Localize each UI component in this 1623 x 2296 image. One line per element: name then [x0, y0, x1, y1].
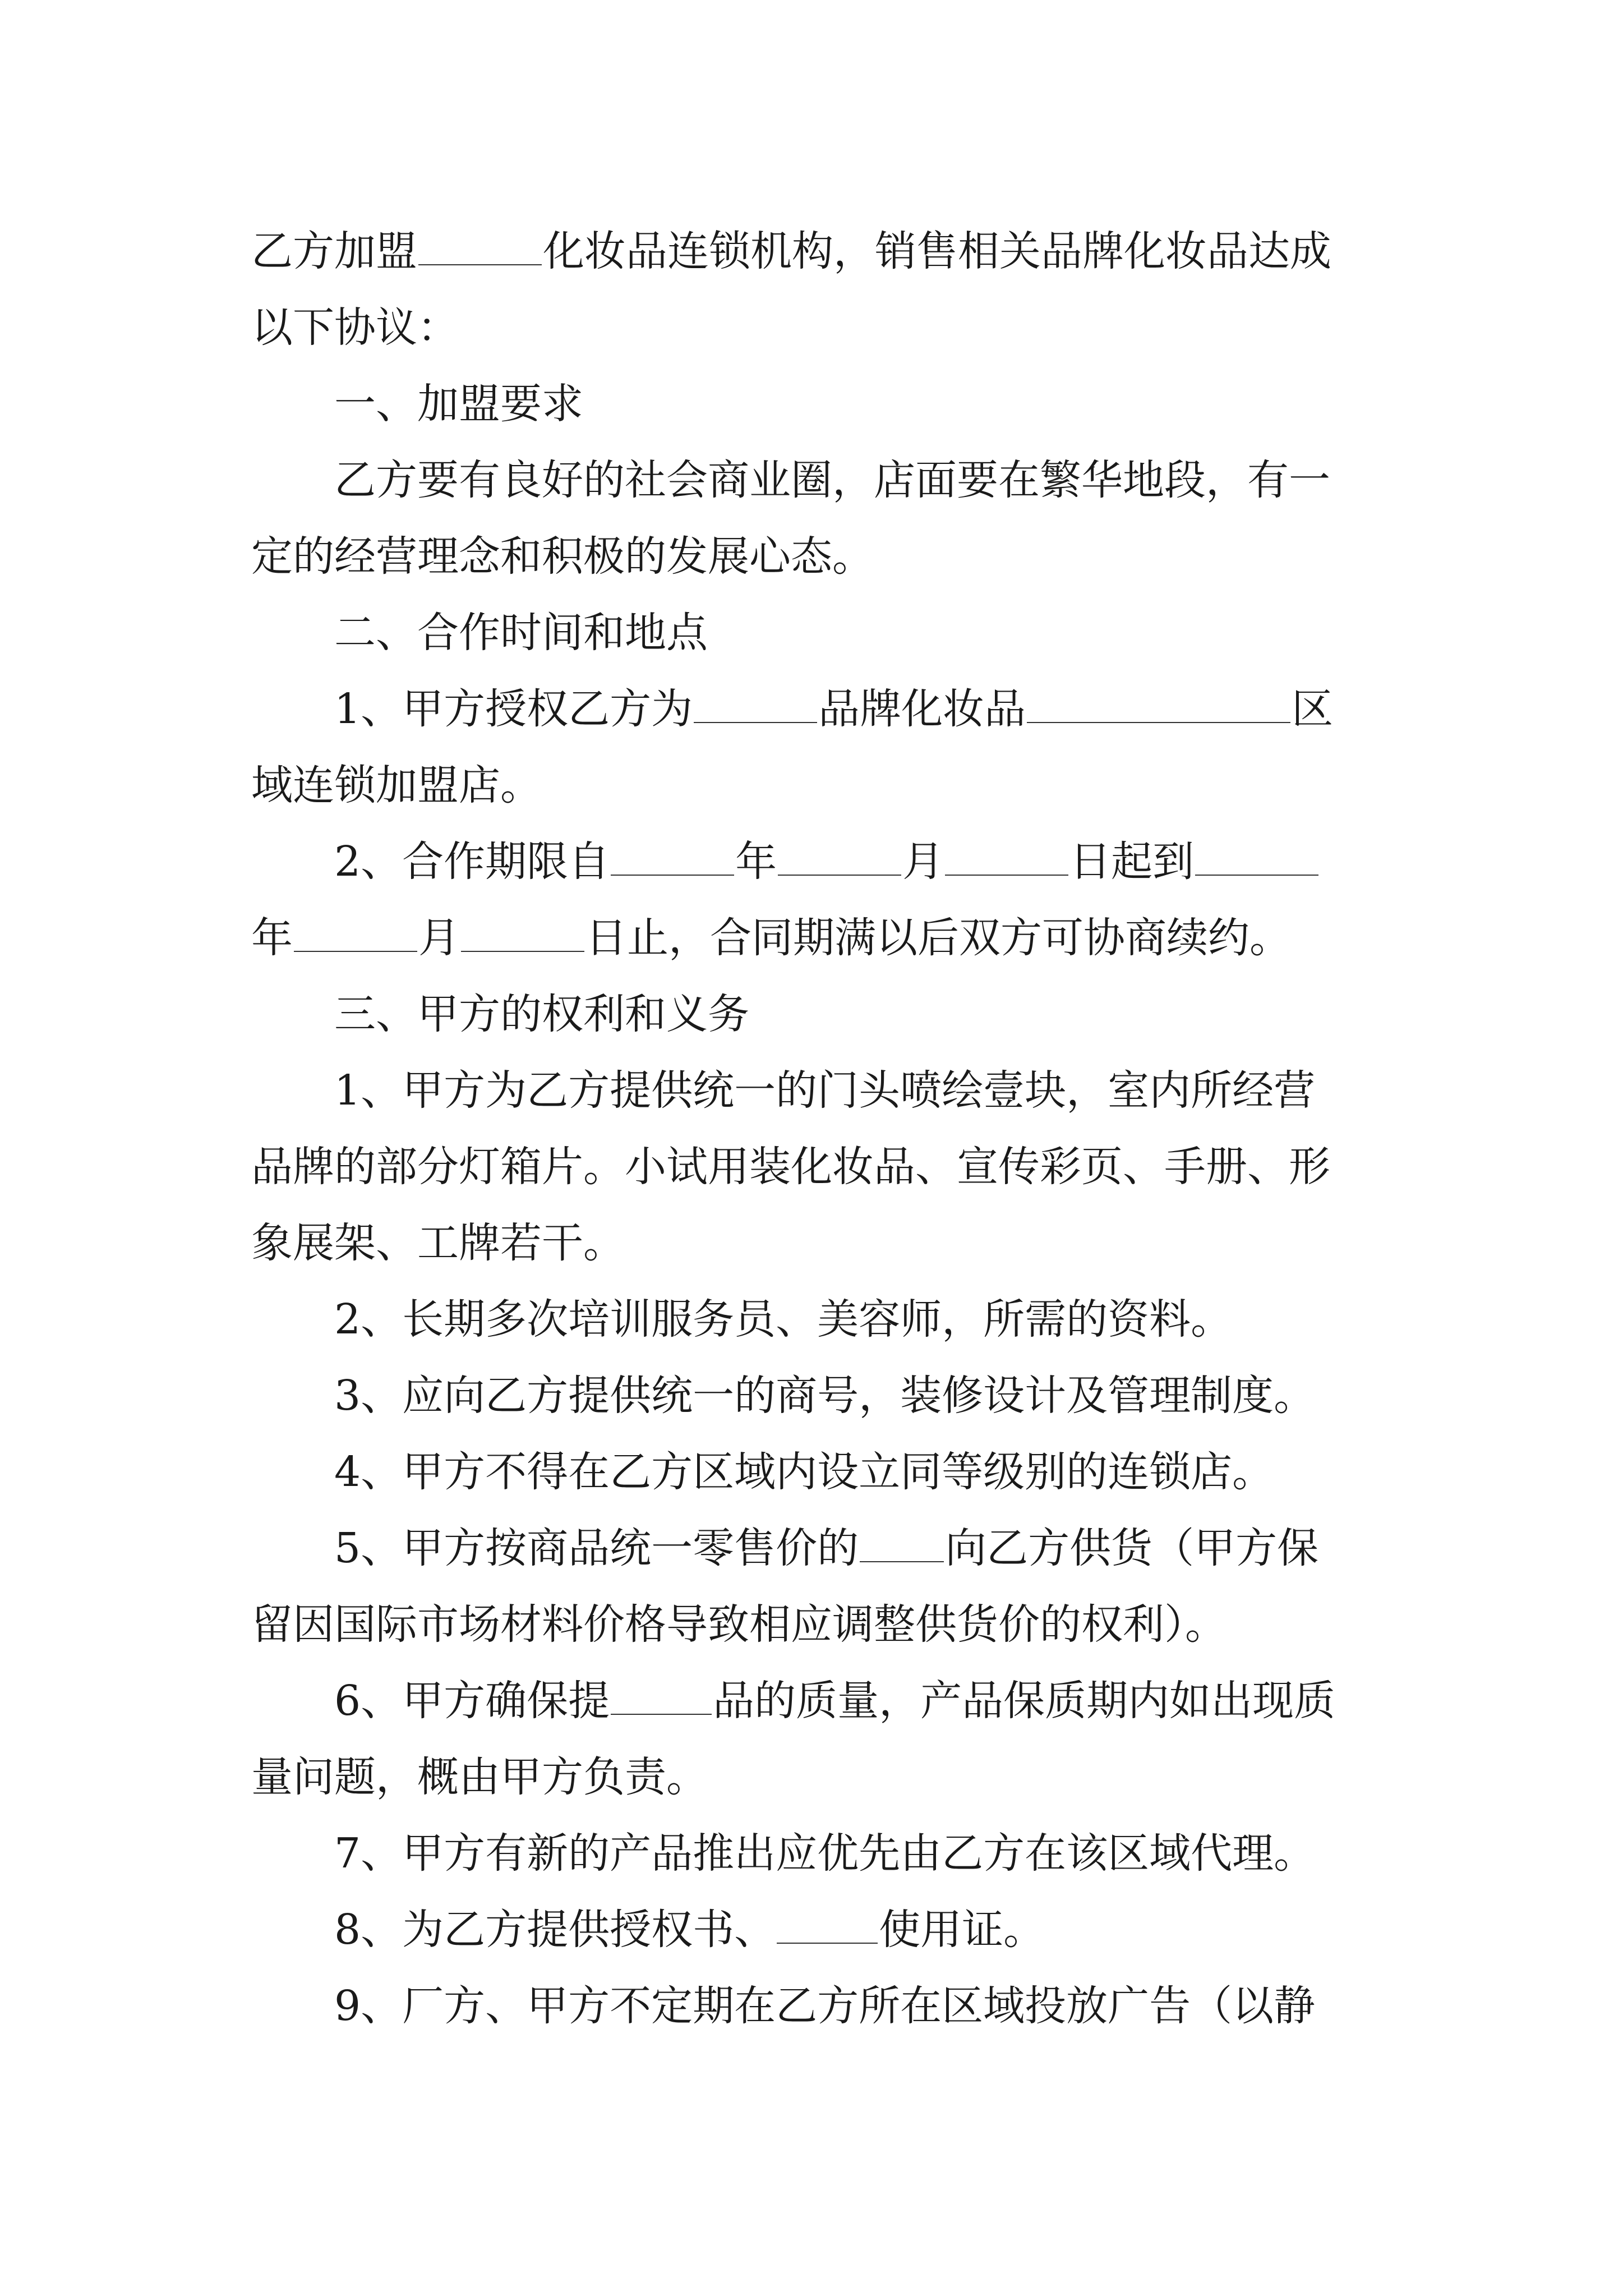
text-fragment: 年	[251, 914, 293, 962]
text-fragment: 年	[735, 838, 777, 886]
text-fragment: 以下协议：	[251, 303, 459, 352]
section-heading-2	[251, 595, 1378, 671]
section-3-item-6-line-2	[251, 1739, 1378, 1815]
section-heading-3	[251, 976, 1378, 1052]
text-fragment: 4、甲方不得在乙方区域内设立同等级别的连锁店。	[334, 1448, 1274, 1496]
text-fragment: 品牌化妆品	[818, 685, 1026, 733]
heading-text: 一、加盟要求	[334, 380, 583, 428]
blank-line	[1195, 863, 1318, 876]
blank-line	[694, 711, 817, 723]
text-fragment: 1、甲方授权乙方为	[334, 685, 693, 733]
blank-line	[945, 863, 1068, 876]
blank-line	[461, 940, 584, 952]
section-3-item-6-line-1	[251, 1663, 1378, 1739]
section-3-item-1-line-1	[251, 1052, 1378, 1129]
text-fragment: 日止，合同期满以后双方可协商续约。	[585, 914, 1291, 962]
blank-line	[777, 1931, 878, 1944]
text-fragment: 乙方要有良好的社会商业圈，店面要在繁华地段，有一	[334, 456, 1330, 504]
text-fragment: 化妆品连锁机构，销售相关品牌化妆品达成	[543, 227, 1331, 275]
text-fragment: 3、应向乙方提供统一的商号，装修设计及管理制度。	[334, 1372, 1316, 1420]
section-2-item-1-line-1	[251, 671, 1378, 747]
section-3-item-4	[251, 1434, 1378, 1510]
text-fragment: 2、合作期限自	[334, 838, 610, 886]
section-2-item-1-line-2	[251, 747, 1378, 823]
document-page	[251, 213, 1378, 2044]
paragraph-intro-line-2	[251, 289, 1378, 366]
blank-line	[860, 1550, 944, 1562]
section-3-item-7	[251, 1815, 1378, 1892]
text-fragment: 留因国际市场材料价格导致相应调整供货价的权利）。	[251, 1600, 1227, 1649]
heading-text: 二、合作时间和地点	[334, 609, 708, 657]
text-fragment: 9、厂方、甲方不定期在乙方所在区域投放广告（以静	[334, 1982, 1316, 2030]
text-fragment: 月	[418, 914, 460, 962]
text-fragment: 乙方加盟	[251, 227, 417, 275]
section-3-item-5-line-2	[251, 1586, 1378, 1663]
text-fragment: 品牌的部分灯箱片。小试用装化妆品、宣传彩页、手册、形	[251, 1143, 1330, 1191]
text-fragment: 5、甲方按商品统一零售价的	[334, 1524, 859, 1572]
text-fragment: 2、长期多次培训服务员、美容师，所需的资料。	[334, 1295, 1233, 1343]
section-3-item-3	[251, 1358, 1378, 1434]
section-3-item-8	[251, 1892, 1378, 1968]
text-fragment: 8、为乙方提供授权书、	[334, 1906, 776, 1954]
blank-line	[778, 863, 901, 876]
section-1-paragraph-line-2	[251, 518, 1378, 595]
text-fragment: 象展架、工牌若干。	[251, 1219, 625, 1267]
text-fragment: 使用证。	[879, 1906, 1045, 1954]
text-fragment: 量问题，概由甲方负责。	[251, 1753, 708, 1801]
section-3-item-1-line-3	[251, 1205, 1378, 1281]
section-3-item-5-line-1	[251, 1510, 1378, 1586]
paragraph-intro-line-1	[251, 213, 1378, 289]
text-fragment: 区	[1292, 685, 1334, 733]
section-3-item-1-line-2	[251, 1129, 1378, 1205]
blank-line	[294, 940, 417, 952]
text-fragment: 6、甲方确保提	[334, 1677, 610, 1725]
text-fragment: 定的经营理念和积极的发展心态。	[251, 532, 874, 581]
section-2-item-2-line-1	[251, 823, 1378, 900]
text-fragment: 向乙方供货（甲方保	[945, 1524, 1319, 1572]
text-fragment: 日起到	[1069, 838, 1195, 886]
blank-line	[1027, 711, 1290, 723]
heading-text: 三、甲方的权利和义务	[334, 990, 749, 1038]
text-fragment: 7、甲方有新的产品推出应优先由乙方在该区域代理。	[334, 1829, 1316, 1878]
section-heading-1	[251, 366, 1378, 442]
text-fragment: 1、甲方为乙方提供统一的门头喷绘壹块，室内所经营	[334, 1066, 1316, 1115]
text-fragment: 月	[902, 838, 944, 886]
section-1-paragraph-line-1	[251, 442, 1378, 518]
blank-line	[611, 863, 734, 876]
section-2-item-2-line-2	[251, 900, 1378, 976]
text-fragment: 域连锁加盟店。	[251, 761, 542, 809]
blank-line	[611, 1703, 712, 1715]
section-3-item-9-line-1	[251, 1968, 1378, 2044]
text-fragment: 品的质量，产品保质期内如出现质	[713, 1677, 1336, 1725]
blank-line	[418, 253, 542, 265]
section-3-item-2	[251, 1281, 1378, 1358]
